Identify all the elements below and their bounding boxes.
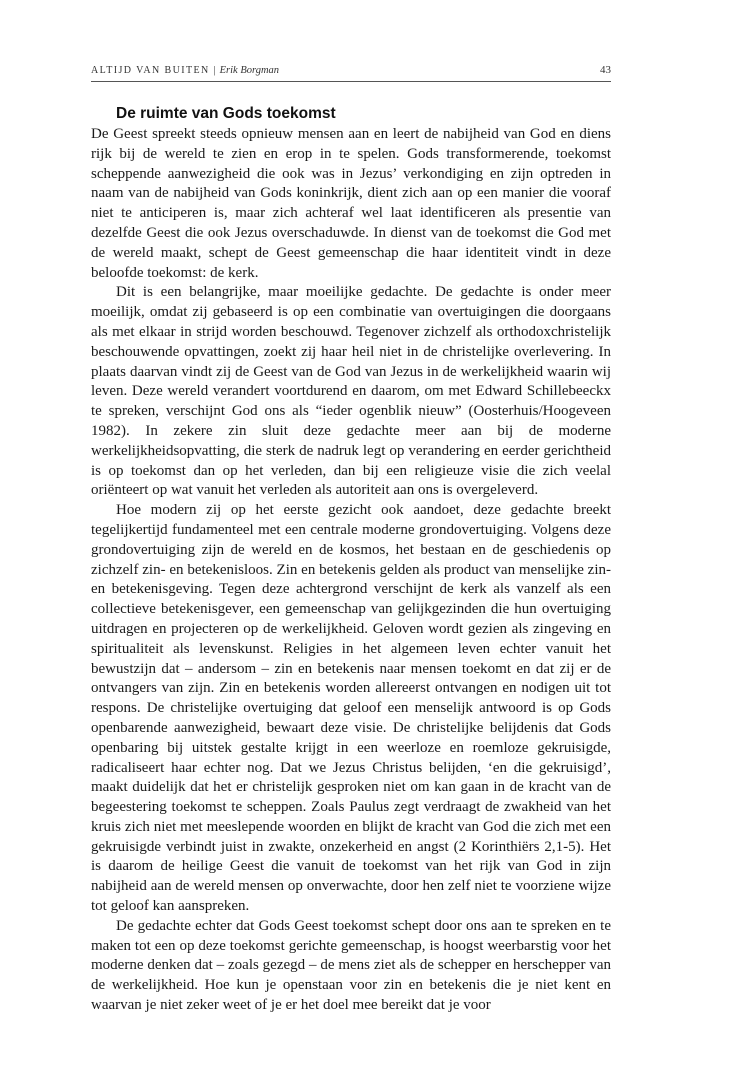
paragraph-3: Hoe modern zij op het eerste gezicht ook aandoet, deze gedachte breekt tegelijkertijd fundamenteel met een centrale moderne grondovertuiging. Volgens deze grondovertuiging zijn de wereld en de kosmos, het bestaan en de geschiedenis op zichzelf zin- en betekenisloos. Zin en betekenis gelden als product van menselijke zin- en betekenisgeving. Tegen deze achtergrond verschijnt de kerk als vanzelf als een collectieve betekenisgever, een gemeenschap van gelijkgezinden die hun overtuiging uitdragen en projecteren op de werkelijkheid. Geloven wordt gezien als zingeving en spiritualiteit als levenskunst. Religies in het algemeen leven echter vanuit het bewustzijn dat – andersom – zin en betekenis naar mensen toekomt en dat zij er de ontvangers van zijn. Zin en betekenis worden allereerst ontvangen en nodigen uit tot respons. De christelijke overtuiging dat geloof een menselijk antwoord is op Gods openbarende aanwezigheid, bewaart deze visie. De christelijke belijdenis dat Gods openbaring bij uitstek gestalte krijgt in een weerloze en roemloze gekruisigde, radicaliseert haar echter nog. Dat we Jezus Christus belijden, ‘en die gekruisigd’, maakt duidelijk dat het er christelijk gesproken niet om kan gaan in de kracht van de begeestering toekomst te scheppen. Zoals Paulus zegt verdraagt de zwakheid van het kruis zich niet met meeslepende woorden en blijkt de kracht van God die zich met een gekruisigde verbindt juist in zwakte, onzekerheid en angst (2 Korinthiërs 2,1-5). Het is daarom de heilige Geest die vanuit de toekomst van het rijk van God in zijn nabijheid aan de wereld mensen op onverwachte, door hen zelf niet te voorziene wijze tot geloof kan aanspreken. [91, 502, 611, 915]
book-title: ALTIJD VAN BUITEN [91, 65, 210, 76]
running-head [91, 63, 611, 82]
header-separator: | [213, 65, 216, 76]
running-head-left [91, 65, 279, 76]
author-name: Erik Borgman [219, 65, 280, 76]
paragraph-4: De gedachte echter dat Gods Geest toekomst schept door ons aan te spreken en te maken tot een op deze toekomst gerichte gemeenschap, is hoogst weerbarstig voor het moderne denken dat – zoals gezegd – de mens ziet als de schepper en herschepper van de werkelijkheid. Hoe kun je openstaan voor zin en betekenis die je niet kent en waarvan je niet zeker weet of je er het doel mee bereikt dat je voor [91, 917, 611, 1014]
section-title: De ruimte van Gods toekomst [116, 105, 336, 122]
page-number: 43 [600, 64, 611, 76]
paragraph-2: Dit is een belangrijke, maar moeilijke gedachte. De gedachte is onder meer moeilijk, omdat zij gebaseerd is op een combinatie van overtuigingen die doorgaans als met elkaar in strijd worden beschouwd. Tegenover zichzelf als orthodoxchristelijk beschouwende opvattingen, zoekt zij haar heil niet in de christelijke overlevering. In plaats daarvan vindt zij de Geest van de God van Jezus in de werkelijkheid waarin wij leven. Deze wereld verandert voortdurend en daarom, om met Edward Schillebeeckx te spreken, verschijnt God ons als “ieder ogenblik nieuw” (Oosterhuis/Hoogeveen 1982). In zekere zin sluit deze gedachte meer aan bij de moderne werkelijkheidsopvatting, die sterk de nadruk legt op verandering en eerder gerichtheid is op toekomst dan op het verleden, dan bij een religieuze visie die zich veelal oriënteert op wat vanuit het verleden als autoriteit aan ons is overgeleverd. [91, 284, 611, 499]
body-text [91, 103, 611, 1016]
paragraph-1: De Geest spreekt steeds opnieuw mensen aan en leert de nabijheid van God en diens rijk bij de wereld te zien en erop in te spelen. Gods transformerende, toekomst scheppende aanwezigheid die ook was in Jezus’ verkondiging en zijn optreden in naam van de nabijheid van Gods koninkrijk, dient zich aan op een manier die vooraf niet te anticiperen is, maar zich achteraf wel laat identificeren als presentie van dezelfde Geest die ook Jezus overschaduwde. In dienst van de toekomst die God met de wereld maakt, schept de Geest gemeenschap die haar identiteit vindt in deze beloofde toekomst: de kerk. [91, 126, 611, 281]
